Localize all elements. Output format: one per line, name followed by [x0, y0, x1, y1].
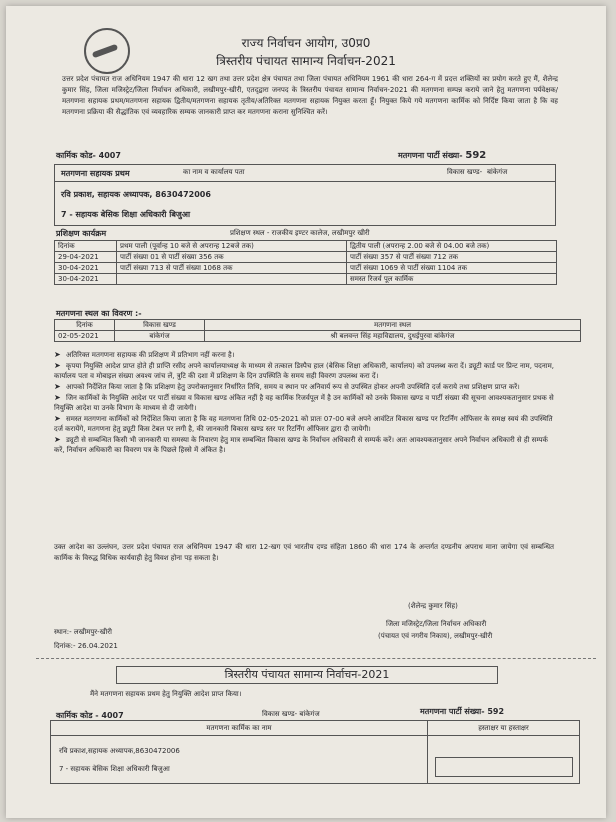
receipt-title: त्रिस्तरीय पंचायत सामान्य निर्वाचन-2021	[116, 666, 498, 684]
arrow-bullet-icon: ➤	[54, 361, 61, 370]
table-row	[55, 252, 557, 263]
cell-shift-1: पार्टी संख्या 01 से पार्टी संख्या 356 तक	[117, 252, 347, 263]
arrow-bullet-icon: ➤	[54, 414, 61, 423]
th-shift-2: द्वितीय पाली (अपरान्ह 2.00 बजे से 04.00 बजे तक)	[347, 241, 557, 252]
list-item	[54, 414, 554, 434]
instruction-text: कृपया नियुक्ति आदेश प्राप्त होते ही प्राप्ति रसीद अपने कार्यालयाध्यक्ष के माध्यम से तत्काल डिस्पैच हाल (बेसिक शिक्षा अधिकारी, कार्यालय) को उपलब्ध करा दें। ड्यूटी कार्ड पर प्रिन्ट नाम, पदनाम, कार्यालय पता व मोबाइल संख्या अवश्य जांच लें, त्रुटि की दशा में प्रशिक्षण के दिन उपस्थिति के समय सही विवरण उपलब्ध करा दें।	[54, 362, 554, 380]
th-date: दिनांक	[55, 241, 117, 252]
party-number	[398, 150, 486, 161]
th-shift-1: प्रथम पाली (पूर्वान्ह 10 बजे से अपरान्ह 12बजे तक)	[117, 241, 347, 252]
instruction-text: अतिरिक्त मतगणना सहायक की प्रशिक्षण में प्रतिभाग नहीं करना है।	[66, 351, 235, 359]
instructions-list	[54, 350, 554, 456]
training-table	[54, 240, 557, 285]
receipt-party: मतगणना पार्टी संख्या- 592	[420, 707, 505, 716]
cell-shift-2: पार्टी संख्या 1069 से पार्टी संख्या 1104 तक	[347, 263, 557, 274]
cell-shift-2: समस्त रिजर्व पूल कार्मिक	[347, 274, 557, 285]
signatory-sub: (पंचायत एवं नगरीय निकाय), लखीमपुर-खीरी	[378, 632, 493, 640]
date-label: दिनांक:- 26.04.2021	[54, 642, 118, 650]
receipt-col-sign: हस्ताक्षर या हस्ताक्षर	[428, 721, 579, 736]
arrow-bullet-icon: ➤	[54, 393, 61, 402]
arrow-bullet-icon: ➤	[54, 382, 61, 391]
cell-date: 29-04-2021	[55, 252, 117, 263]
signature-field[interactable]	[435, 757, 573, 777]
receipt-subtitle: मैंने मतगणना सहायक प्रथम हेतु नियुक्ति आदेश प्राप्त किया।	[90, 690, 242, 698]
receipt-box	[50, 720, 580, 784]
cell-date: 30-04-2021	[55, 274, 117, 285]
table-row	[55, 263, 557, 274]
arrow-bullet-icon: ➤	[54, 435, 61, 444]
party-number-label: मतगणना पार्टी संख्या-	[398, 151, 463, 160]
assignee-box	[54, 164, 556, 226]
org-name: राज्य निर्वाचन आयोग, उ0प्र0	[241, 36, 371, 50]
receipt-code: कार्मिक कोड - 4007	[56, 711, 124, 720]
table-row	[55, 274, 557, 285]
th-date: दिनांक	[55, 320, 115, 331]
instruction-text: आपको निर्देशित किया जाता है कि प्रशिक्षण हेतु उपरोक्तानुसार निर्धारित तिथि, समय व स्थान पर अनिवार्य रूप से उपस्थित होकर अपनी उपस्थिति दर्ज कराये तथा प्रशिक्षण प्राप्त करें।	[66, 383, 520, 391]
place-label: स्थान:- लखीमपुर-खीरी	[54, 628, 112, 636]
training-header-row	[55, 241, 557, 252]
instruction-text: जिन कार्मिकों के नियुक्ति आदेश पर पार्टी संख्या व विकास खण्ड अंकित नहीं है वह कार्मिक रिजर्वपूल में है उन कार्मिकों को उनके विकास खण्ड व पार्टी संख्या की सूचना आवश्यकतानुसार प्रथक से नियुक्ति आदेश या उनके विभाग के माध्यम से दी जायेगी।	[54, 394, 554, 412]
receipt-office: 7 - सहायक बेसिक शिक्षा अधिकारी बिजुआ	[59, 765, 170, 773]
th-block: विकास खण्ड	[115, 320, 205, 331]
counting-place-table	[54, 319, 581, 342]
receipt-col-name: मतगणना कार्मिक का नाम	[51, 721, 428, 736]
arrow-bullet-icon: ➤	[54, 350, 61, 359]
cell-block: बांकेगंज	[115, 331, 205, 342]
assignee-office: 7 - सहायक बेसिक शिक्षा अधिकारी बिजुआ	[61, 210, 191, 219]
block-label: विकास खण्ड-	[447, 168, 483, 176]
cell-place: श्री बलवन्त सिंह महाविद्यालय, दुधईपुरवा बांकेगंज	[205, 331, 581, 342]
list-item	[54, 382, 554, 392]
training-title: प्रशिक्षण कार्यक्रम	[56, 229, 107, 238]
receipt-block: विकास खण्ड- बांकेगंज	[262, 710, 320, 718]
counting-header-row	[55, 320, 581, 331]
closing-paragraph: उक्त आदेश का उल्लंघन, उत्तर प्रदेश पंचायत राज अधिनियम 1947 की धारा 12-खग एवं भारतीय दण्ड संहिता 1860 की धारा 174 के अन्तर्गत दण्डनीय अपराध माना जायेगा एवं सम्बन्धित कार्मिक के विरुद्ध विधिक कार्यवाही हेतु विवश होना पड़ सकता है।	[54, 543, 554, 562]
list-item	[54, 350, 554, 360]
cell-date: 30-04-2021	[55, 263, 117, 274]
staff-code-value: 4007	[98, 151, 121, 160]
doc-title: त्रिस्तरीय पंचायत सामान्य निर्वाचन-2021	[216, 54, 396, 68]
list-item	[54, 435, 554, 455]
assignee-name: रवि प्रकाश, सहायक अध्यापक, 8630472006	[61, 190, 211, 199]
instruction-text: ड्यूटी से सम्बन्धित किसी भी जानकारी या समस्या के निवारण हेतु मात्र सम्बन्धित विकास खण्ड के निर्वाचन अधिकारी से सम्पर्क करें। अतः आवश्यकतानुसार अपने निर्वाचन अधिकारी से ही सम्पर्क करें, निर्वाचन अधिकारी का विवरण पत्र के पिछले हिस्से में अंकित है।	[54, 436, 548, 454]
appointment-letter	[6, 6, 606, 818]
staff-code-label: कार्मिक कोड-	[56, 151, 96, 160]
instruction-text: समस्त मतगणना कार्मिकों को निर्देशित किया जाता है कि वह मतगणना तिथि 02-05-2021 को प्रातः 07-00 बजे अपने आवंटित विकास खण्ड पर रिटर्निंग ऑफिसर के समक्ष स्वयं की उपस्थिति दर्ज करायेंगे, मतगणना हेतु ड्यूटी किस टेबल पर लगी है, की जानकारी विकास खण्ड स्तर पर रिटर्निंग ऑफिसर द्वारा दी जायेगी।	[54, 415, 553, 433]
th-place: मतगणना स्थल	[205, 320, 581, 331]
party-number-value: 592	[465, 150, 487, 161]
cut-line	[36, 658, 596, 659]
signatory-name: (शैलेन्द्र कुमार सिंह)	[408, 602, 458, 610]
training-venue: प्रशिक्षण स्थल - राजकीय इण्टर कालेज, लखीमपुर खीरी	[230, 229, 370, 237]
list-item	[54, 393, 554, 413]
block-value: बांकेगंज	[487, 168, 508, 176]
receipt-name: रवि प्रकाश,सहायक अध्यापक,8630472006	[59, 747, 180, 755]
staff-code	[56, 150, 121, 161]
cell-date: 02-05-2021	[55, 331, 115, 342]
cell-shift-2: पार्टी संख्या 357 से पार्टी संख्या 712 तक	[347, 252, 557, 263]
intro-paragraph: उत्तर प्रदेश पंचायत राज अधिनियम 1947 की धारा 12 खग तथा उत्तर प्रदेश क्षेत्र पंचायत तथा जिला पंचायत अधिनियम 1961 की धारा 264-ग में प्रदत्त शक्तियों का प्रयोग करते हुए मैं, शैलेन्द्र कुमार सिंह, जिला मजिस्ट्रेट/जिला निर्वाचन अधिकारी, लखीमपुर-खीरी, एतद्‌द्वारा जनपद के त्रिस्तरीय पंचायत सामान्य निर्वाचन-2021 की मतगणना सम्पन्न कराये जाने हेतु मतगणना पर्यवेक्षक/मतगणना सहायक प्रथम/मतगणना सहायक द्वितीय/मतगणना सहायक तृतीय/अतिरिक्त मतगणना सहायक नियुक्त करता हूँ। नियुक्त किये गये मतगणना कार्मिक को निर्दिष्ट किया जाता है कि वह मतगणना प्रक्रिया की सैद्धांतिक एवं व्यवहारिक सम्यक जानकारी प्राप्त कर मतगणना कराना सुनिश्चित करें।	[62, 75, 558, 116]
role-suffix: का नाम व कार्यालय पता	[183, 168, 245, 176]
table-row	[55, 331, 581, 342]
role-label: मतगणना सहायक प्रथम	[61, 169, 130, 178]
counting-place-title: मतगणना स्थल का विवरण :-	[56, 309, 142, 318]
cell-shift-1: पार्टी संख्या 713 से पार्टी संख्या 1068 तक	[117, 263, 347, 274]
cell-shift-1	[117, 274, 347, 285]
list-item	[54, 361, 554, 381]
signatory-title: जिला मजिस्ट्रेट/जिला निर्वाचन अधिकारी	[386, 620, 487, 628]
assignee-header	[55, 165, 555, 182]
receipt-divider	[427, 735, 428, 783]
